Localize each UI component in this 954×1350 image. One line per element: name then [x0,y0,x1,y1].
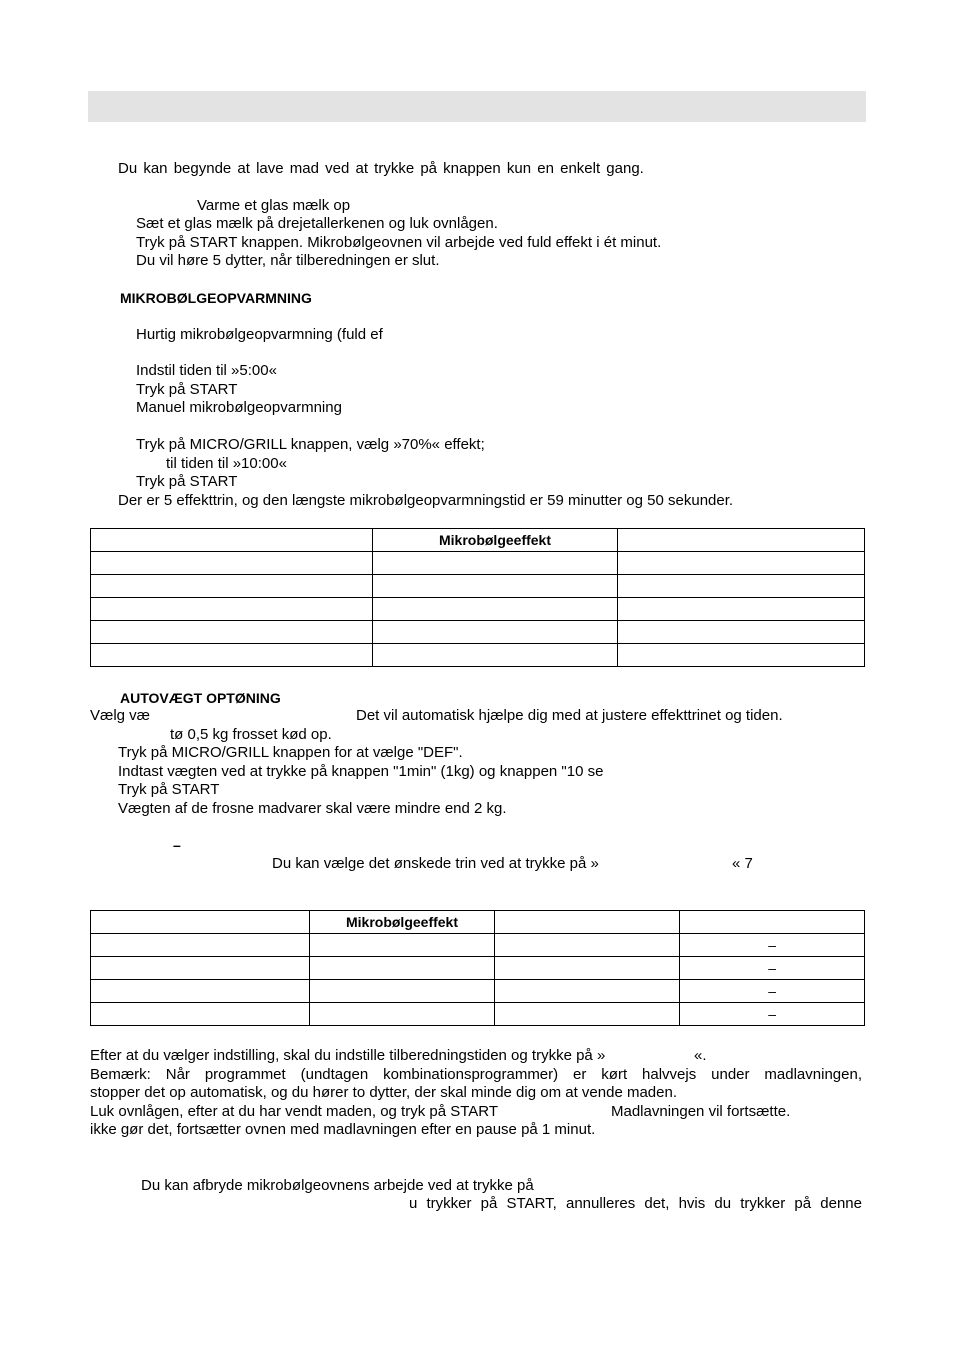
quick-step-2: Tryk på START [136,381,238,398]
table-row [91,598,865,621]
combo-table [90,910,865,1026]
combo-select-a: Du kan vælge det ønskede trin ved at trykke på » [272,855,599,872]
table-header-cell: Mikrobølgeeffekt [310,911,495,934]
row-dash: – [680,1003,865,1026]
manual-step-3: Tryk på START [136,473,238,490]
table-header-cell [495,911,680,934]
table-row [91,1003,865,1026]
defrost-step-2: Indtast vægten ved at trykke på knappen "1min" (1kg) og knappen "10 se [118,763,604,780]
table-row [91,644,865,667]
intro-text: Du kan begynde at lave mad ved at trykke på knappen kun en enkelt gang. [118,160,644,177]
cancel-line1: Du kan afbryde mikrobølgeovnens arbejde ved at trykke på [141,1177,534,1194]
table-header-cell: Mikrobølgeeffekt [373,529,618,552]
manual-title: Manuel mikrobølgeopvarmning [136,399,342,416]
milk-step-3: Du vil høre 5 dytter, når tilberedningen er slut. [136,252,440,269]
micro-heading: MIKROBØLGEOPVARMNING [120,290,312,306]
after-line1-a: Efter at du vælger indstilling, skal du indstille tilberedningstiden og trykke på » [90,1047,606,1064]
table-header-row [91,529,865,552]
after-note-line2: stopper det op automatisk, og du hører to dytter, der skal minde dig om at vende maden. [90,1084,677,1101]
quick-title: Hurtig mikrobølgeopvarmning (fuld ef [136,326,383,343]
table-header-cell [618,529,865,552]
after-close-b: Madlavningen vil fortsætte. [611,1103,791,1120]
table-row [91,934,865,957]
table-row [91,621,865,644]
defrost-example: tø 0,5 kg frosset kød op. [170,726,332,743]
table-row [91,980,865,1003]
table-row [91,552,865,575]
defrost-line1-b: Det vil automatisk hjælpe dig med at justere effekttrinet og tiden. [356,707,783,724]
combo-dash: – [173,837,181,853]
table-header-cell [91,529,373,552]
defrost-heading: AUTOVÆGT OPTØNING [120,690,281,706]
after-close-c: ikke gør det, fortsætter ovnen med madlavningen efter en pause på 1 minut. [90,1121,596,1138]
table-header-cell [680,911,865,934]
micro-note: Der er 5 effekttrin, og den længste mikrobølgeopvarmningstid er 59 minutter og 50 sekunder. [118,492,734,509]
after-note-line1: Bemærk: Når programmet (undtagen kombinationsprogrammer) er kørt halvvejs under madlavningen, [90,1066,862,1083]
quick-step-1: Indstil tiden til »5:00« [136,362,277,379]
header-bar [88,91,866,122]
defrost-line1-a: Vælg væ [90,707,151,724]
after-line1-b: «. [694,1047,707,1064]
table-row [91,957,865,980]
power-table [90,528,865,667]
combo-select-b: « 7 [732,855,753,872]
table-row [91,575,865,598]
milk-step-2: Tryk på START knappen. Mikrobølgeovnen vil arbejde ved fuld effekt i ét minut. [136,234,662,251]
manual-step-2: til tiden til »10:00« [166,455,287,472]
table-header-cell [91,911,310,934]
defrost-step-4: Vægten af de frosne madvarer skal være mindre end 2 kg. [118,800,507,817]
row-dash: – [680,980,865,1003]
after-close-a: Luk ovnlågen, efter at du har vendt maden, og tryk på START [90,1103,499,1120]
manual-step-1: Tryk på MICRO/GRILL knappen, vælg »70%« effekt; [136,436,485,453]
cancel-line2: u trykker på START, annulleres det, hvis du trykker på denne [409,1195,862,1212]
row-dash: – [680,957,865,980]
defrost-step-3: Tryk på START [118,781,220,798]
milk-step-1: Sæt et glas mælk på drejetallerkenen og luk ovnlågen. [136,215,498,232]
table-header-row [91,911,865,934]
row-dash: – [680,934,865,957]
defrost-step-1: Tryk på MICRO/GRILL knappen for at vælge "DEF". [118,744,463,761]
milk-title: Varme et glas mælk op [197,197,351,214]
